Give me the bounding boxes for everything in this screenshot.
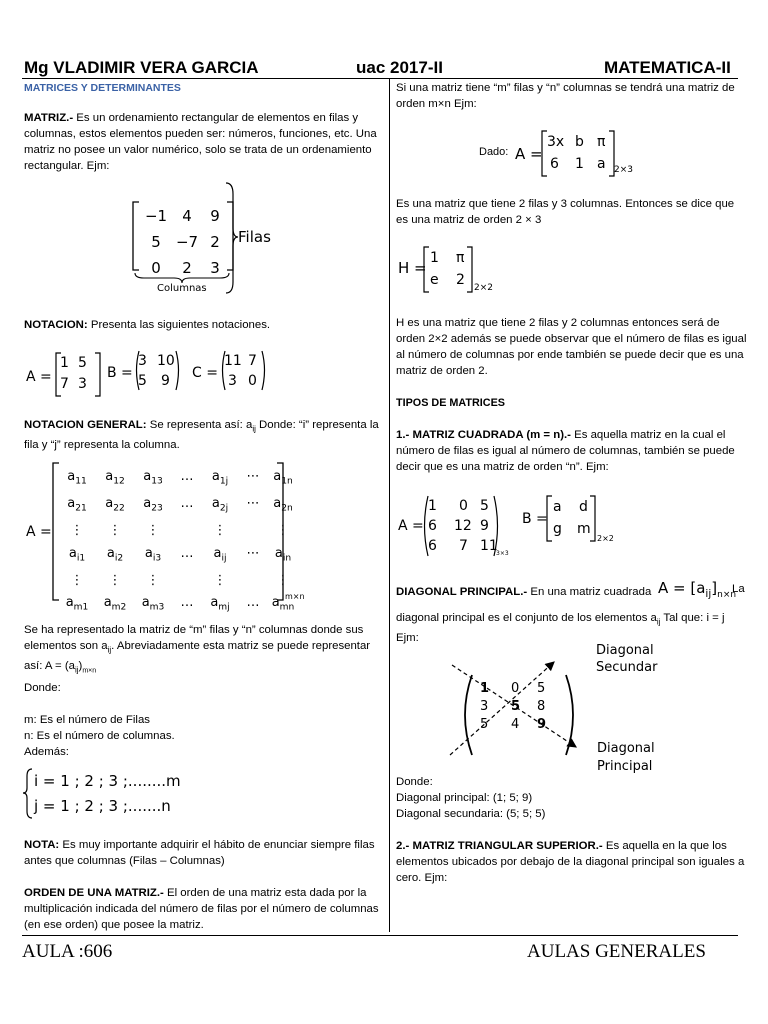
matrix-cell: 9 [210, 207, 220, 225]
general-matrix-cell: ⋮ [213, 523, 227, 539]
h-explanation: H es una matriz que tiene 2 filas y 2 columnas entonces será de orden 2×2 además se puede observar que el número de filas es igual al número de columnas por ende también se puede decir que es una matriz de orden 2. [396, 317, 747, 377]
matrix-cell: 11 [480, 538, 498, 554]
general-matrix-cell: $a_{2n}$ [273, 496, 293, 514]
general-matrix-cell: $a_{22}$ [105, 496, 125, 514]
matrix-cell: 10 [157, 353, 175, 369]
matrix-cell: 3x [547, 134, 565, 150]
donde-right: Donde: [396, 776, 433, 788]
matrix-cell: −1 [144, 207, 168, 225]
matrix-cell: m [577, 521, 591, 537]
right-intro: Si una matriz tiene “m” filas y “n” columnas se tendrá una matriz de orden m×n Ejm: [396, 82, 735, 110]
column-divider [389, 79, 390, 932]
ds-result: Diagonal secundaria: (5; 5; 5) [396, 808, 546, 820]
h-order: 2×2 [474, 283, 493, 293]
dado-a-label: A = [515, 145, 543, 163]
notacion-paragraph: NOTACION: Presenta las siguientes notaciones. [24, 319, 271, 331]
general-matrix-cell: $a_{11}$ [67, 469, 87, 487]
general-matrix-cell: $a_{1j}$ [211, 469, 229, 487]
matrix-cell: π [456, 250, 465, 266]
header-rule [22, 78, 738, 79]
matrix-cell: 1 [430, 250, 439, 266]
notation-c-label: C = [192, 365, 218, 381]
matrix-cell: 2 [182, 259, 192, 277]
matrix-cell: 6 [428, 518, 437, 534]
diag-cell: 8 [537, 699, 546, 714]
general-matrix-cell: ⋮ [70, 572, 84, 588]
a-explanation: Es una matriz que tiene 2 filas y 3 columnas. Entonces se dice que es una matriz de orden 2 × 3 [396, 198, 735, 226]
matrix-cell: 7 [248, 353, 257, 369]
sq-a-label: A = [398, 518, 424, 534]
diag-cell: 1 [480, 681, 490, 696]
general-matrix-cell: $a_{13}$ [143, 469, 163, 487]
matrix-cell: 0 [459, 498, 468, 514]
footer-right: AULAS GENERALES [527, 941, 706, 962]
notation-b-label: B = [107, 365, 133, 381]
filas-label: Filas [238, 228, 271, 246]
matrix-cell: a [553, 499, 562, 515]
matrix-cell: 1 [575, 156, 584, 172]
sq-a-order: 3×3 [496, 550, 509, 557]
matrix-cell: e [430, 272, 439, 288]
diagonal-definition: DIAGONAL PRINCIPAL.- En una matriz cuadrada [396, 586, 652, 598]
dado-order: 2×3 [614, 165, 633, 175]
matriz-definition: MATRIZ.- Es un ordenamiento rectangular de elementos en filas y columnas, estos elementos pueden ser: números, funciones, etc. Una matriz no posee un valor numérico, solo se trata de un ordenamiento rectangular. Ejm: [24, 112, 377, 172]
general-matrix-cell: ⋮ [108, 572, 122, 588]
general-matrix-cell: $a_{i3}$ [144, 545, 162, 564]
general-matrix-cell: $a_{i2}$ [106, 545, 124, 564]
general-matrix-cell: $a_{in}$ [274, 545, 292, 564]
general-matrix-cell: $a_{23}$ [143, 496, 163, 514]
footer-rule [22, 935, 738, 936]
right-middle-text [396, 315, 748, 475]
general-matrix-cell [172, 520, 202, 543]
general-matrix-cell [238, 570, 268, 593]
matrix-cell: 7 [459, 538, 468, 554]
general-matrix-cell: $a_{m3}$ [141, 595, 165, 613]
columnas-label: Columnas [157, 283, 207, 294]
h-label: H = [398, 259, 427, 277]
matrix-cell: −7 [175, 233, 199, 251]
matrix-cell: 9 [480, 518, 489, 534]
header-subject: MATEMATICA-II [604, 58, 731, 77]
diag-cell: 4 [511, 717, 520, 732]
general-matrix-cell: ⋮ [146, 523, 160, 539]
section-title: MATRICES Y DETERMINANTES [24, 82, 181, 94]
general-matrix-cell: ⋮ [276, 572, 290, 588]
matrix-cell: 4 [182, 207, 192, 225]
triangular-paragraph: 2.- MATRIZ TRIANGULAR SUPERIOR.- Es aquella en la que los elementos ubicados por debajo de la diagonal principal son iguales a cero. Ejm: [396, 840, 745, 884]
matrix-cell: 2 [210, 233, 220, 251]
matrix-cell: 3 [138, 353, 147, 369]
diag-cell: 9 [537, 717, 547, 732]
matrix-cell: 12 [454, 518, 472, 534]
header-author: Mg VLADIMIR VERA GARCIA [24, 58, 259, 77]
general-matrix-cell: $a_{mn}$ [271, 595, 295, 613]
left-bottom-text [24, 837, 382, 933]
matrix-cell: 6 [550, 156, 559, 172]
sq-b-order: 2×2 [597, 534, 614, 543]
diag-formula: $A = [a_{ij}]_{n\times n}$ [658, 579, 737, 600]
general-matrix-cell: … [180, 469, 194, 484]
right-bottom-text [396, 774, 748, 886]
general-matrix-cell: ⋯ [246, 469, 260, 484]
matrix-cell: 11 [224, 353, 242, 369]
general-matrix-cell: ⋮ [70, 523, 84, 539]
matrix-cell: b [575, 134, 584, 150]
m-definition: m: Es el número de Filas [24, 713, 150, 726]
matrix-cell: 0 [248, 373, 257, 389]
n-definition: n: Es el número de columnas. [24, 729, 175, 742]
donde-label: Donde: [24, 681, 61, 694]
general-matrix-cell: … [180, 595, 194, 611]
general-matrix-cell: … [180, 545, 194, 561]
orden-paragraph: ORDEN DE UNA MATRIZ.- El orden de una matriz esta dada por la multiplicación indicada del número de filas por el número de columnas (en ese orden) que posee la matriz. [24, 887, 379, 931]
general-matrix-cell: $a_{1n}$ [273, 469, 293, 487]
general-matrix-cell [238, 520, 268, 543]
diagonal-definition-2: diagonal principal es el conjunto de los elementos $a_{ij}$ Tal que: i = j Ejm: [396, 612, 725, 645]
general-a-label: A = [26, 524, 52, 540]
general-matrix-cell: ⋯ [246, 496, 260, 512]
matrix-cell: 1 [428, 498, 437, 514]
diag-cell: 0 [511, 681, 520, 696]
general-matrix-cell: $a_{m2}$ [103, 595, 127, 613]
general-matrix-cell: $a_{ij}$ [213, 545, 227, 564]
general-matrix-cell: $a_{12}$ [105, 469, 125, 487]
sq-b-label: B = [522, 511, 548, 527]
general-matrix-cell: … [246, 595, 260, 611]
general-matrix-cell: ⋯ [246, 545, 260, 561]
matrix-cell: d [579, 499, 588, 515]
general-matrix-cell: $a_{i1}$ [68, 545, 86, 564]
general-matrix-cell: ⋮ [276, 523, 290, 539]
matrix-cell: 9 [161, 373, 170, 389]
general-matrix-cell: $a_{m1}$ [65, 595, 89, 613]
matrix-cell: 3 [78, 376, 87, 392]
general-matrix-cell: $a_{2j}$ [211, 496, 229, 514]
j-range: j = 1 ; 2 ; 3 ;.......n [34, 797, 171, 815]
matrix-cell: 6 [428, 538, 437, 554]
matrix-cell: g [553, 521, 562, 537]
matrix-cell: 5 [151, 233, 161, 251]
footer-left: AULA :606 [22, 941, 113, 962]
matrix-cell: 0 [151, 259, 161, 277]
diag-secundaria-label: Diagonal Secundar [596, 643, 658, 675]
matrix-cell: 1 [60, 355, 69, 371]
i-range: i = 1 ; 2 ; 3 ;........m [34, 772, 181, 790]
left-column [24, 80, 382, 174]
notacion-general-paragraph: NOTACION GENERAL: Se representa así: $a_{ij}$ Donde: “i” representa la fila y “j” representa la columna. [24, 419, 379, 452]
matrix-cell: 7 [60, 376, 69, 392]
diag-cell: 3 [480, 699, 489, 714]
diag-la: La [732, 583, 745, 595]
tipos-title: TIPOS DE MATRICES [396, 397, 505, 409]
ademas-label: Además: [24, 745, 69, 758]
matrix-cell: π [597, 134, 606, 150]
cuadrada-paragraph: 1.- MATRIZ CUADRADA (m = n).- Es aquella matriz en la cual el número de filas es igual al número de columnas, también se puede decir que es una matriz de orden “n”. Ejm: [396, 429, 735, 473]
general-matrix-cell: ⋮ [146, 572, 160, 588]
general-matrix-cell: ⋮ [108, 523, 122, 539]
notation-a-label: A = [26, 369, 52, 385]
general-matrix-cell: $a_{21}$ [67, 496, 87, 514]
matrix-cell: 5 [480, 498, 489, 514]
matrix-cell: a [597, 156, 606, 172]
dp-result: Diagonal principal: (1; 5; 9) [396, 792, 533, 804]
general-matrix-cell [172, 570, 202, 593]
nota-paragraph: NOTA: Es muy importante adquirir el hábito de enunciar siempre filas antes que columnas (Filas – Columnas) [24, 839, 375, 867]
matrix-cell: 2 [456, 272, 465, 288]
diag-cell: 5 [480, 717, 489, 732]
diag-cell: 5 [511, 699, 521, 714]
represent-paragraph: Se ha representado la matriz de “m” filas y “n” columnas donde sus elementos son $a_{ij}$. Abreviadamente esta matriz se puede representar así: $A = (a_{ij})_{m\times n}$ [24, 624, 371, 675]
diag-cell: 5 [537, 681, 546, 696]
diag-principal-label: Diagonal Principal [597, 741, 655, 774]
header-course: uac 2017-II [356, 58, 443, 77]
general-order: m×n [285, 592, 305, 601]
matrix-cell: 3 [228, 373, 237, 389]
matrix-cell: 5 [138, 373, 147, 389]
left-lower-text [24, 622, 382, 760]
general-matrix-cell: $a_{mj}$ [210, 595, 230, 613]
matrix-cell: 5 [78, 355, 87, 371]
range-brace [22, 768, 34, 820]
general-matrix-cell: … [180, 496, 194, 512]
dado-label: Dado: [479, 146, 509, 158]
matrix-cell: 3 [210, 259, 220, 277]
general-matrix-cell: ⋮ [213, 572, 227, 588]
